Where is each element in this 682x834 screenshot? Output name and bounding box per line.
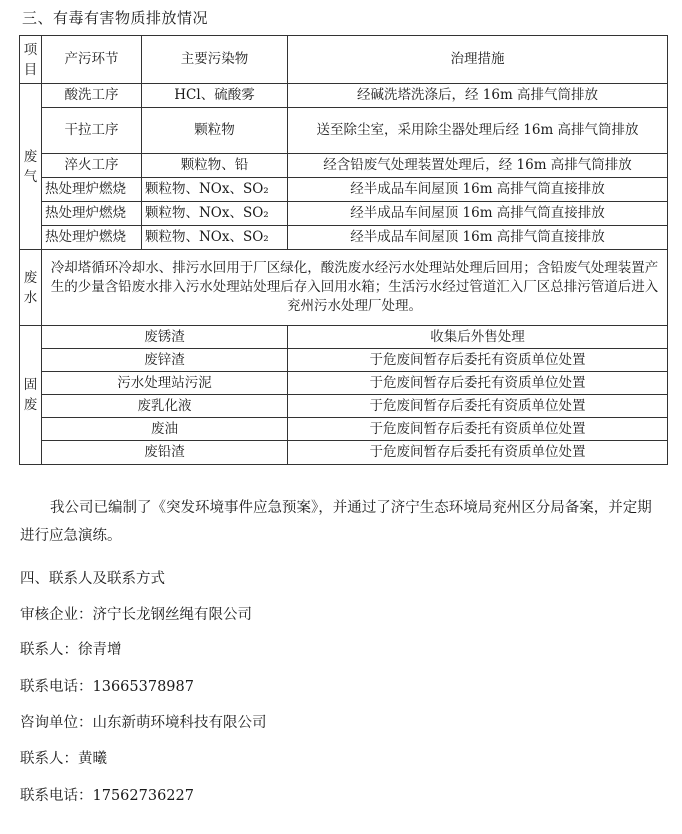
contact-consultant-phone: 联系电话：17562736227	[20, 788, 194, 804]
waste-water-description: 冷却塔循环冷却水、排污水回用于厂区绿化，酸洗废水经污水处理站处理后回用；含铅废气处理装置产生的少量含铅废水排入污水处理站处理后存入回用水箱；生活污水经过管道汇入厂区总排污管道后进入兖州污水处理厂处理。	[42, 250, 668, 326]
measure-cell: 于危废间暂存后委托有资质单位处置	[288, 349, 668, 372]
measure-cell: 经半成品车间屋顶 16m 高排气筒直接排放	[288, 202, 668, 226]
pollutant-cell: 颗粒物、NOx、SO₂	[142, 226, 288, 250]
pollutant-cell: 颗粒物、NOx、SO₂	[142, 178, 288, 202]
header-process: 产污环节	[42, 36, 142, 84]
measure-cell: 送至除尘室，采用除尘器处理后经 16m 高排气筒排放	[288, 108, 668, 154]
measure-cell: 经含铅废气处理装置处理后，经 16m 高排气筒排放	[288, 154, 668, 178]
table-row	[20, 250, 668, 326]
contact-company-person: 联系人：徐青增	[20, 642, 122, 658]
process-cell: 干拉工序	[42, 108, 142, 154]
table-row	[20, 202, 668, 226]
table-row	[20, 372, 668, 395]
table-row	[20, 349, 668, 372]
table-row	[20, 226, 668, 250]
header-item: 项目	[20, 36, 42, 84]
section-3-title: 三、有毒有害物质排放情况	[22, 9, 209, 27]
measure-cell: 于危废间暂存后委托有资质单位处置	[288, 441, 668, 465]
measure-cell: 于危废间暂存后委托有资质单位处置	[288, 372, 668, 395]
contact-company-phone: 联系电话：13665378987	[20, 679, 194, 695]
table-row	[20, 418, 668, 441]
category-solid-waste: 固废	[20, 326, 42, 465]
solid-waste-name: 废铅渣	[42, 441, 288, 465]
table-row	[20, 326, 668, 349]
solid-waste-name: 污水处理站污泥	[42, 372, 288, 395]
contact-consultant: 咨询单位：山东新萌环境科技有限公司	[20, 715, 267, 731]
pollutant-cell: 颗粒物、NOx、SO₂	[142, 202, 288, 226]
pollutant-cell: HCl、硫酸雾	[142, 84, 288, 108]
emergency-plan-paragraph: 我公司已编制了《突发环境事件应急预案》，并通过了济宁生态环境局兖州区分局备案，并定期进行应急演练。	[20, 500, 652, 544]
category-waste-water: 废水	[20, 250, 42, 326]
table-row	[20, 84, 668, 108]
measure-cell: 于危废间暂存后委托有资质单位处置	[288, 418, 668, 441]
process-cell: 热处理炉燃烧	[42, 178, 142, 202]
table-header-row	[20, 36, 668, 84]
measure-cell: 经半成品车间屋顶 16m 高排气筒直接排放	[288, 178, 668, 202]
measure-cell: 收集后外售处理	[288, 326, 668, 349]
solid-waste-name: 废锌渣	[42, 349, 288, 372]
pollutant-cell: 颗粒物、铅	[142, 154, 288, 178]
contact-consultant-person: 联系人：黄曦	[20, 751, 107, 767]
table-row	[20, 441, 668, 465]
solid-waste-name: 废乳化液	[42, 395, 288, 418]
process-cell: 热处理炉燃烧	[42, 202, 142, 226]
process-cell: 淬火工序	[42, 154, 142, 178]
process-cell: 热处理炉燃烧	[42, 226, 142, 250]
table-row	[20, 108, 668, 154]
pollutant-cell: 颗粒物	[142, 108, 288, 154]
header-measure: 治理措施	[288, 36, 668, 84]
measure-cell: 经半成品车间屋顶 16m 高排气筒直接排放	[288, 226, 668, 250]
contact-company: 审核企业：济宁长龙钢丝绳有限公司	[20, 607, 252, 623]
table-row	[20, 154, 668, 178]
measure-cell: 经碱洗塔洗涤后，经 16m 高排气筒排放	[288, 84, 668, 108]
table-row	[20, 395, 668, 418]
emissions-table	[19, 35, 668, 465]
solid-waste-name: 废油	[42, 418, 288, 441]
table-row	[20, 178, 668, 202]
category-waste-gas: 废气	[20, 84, 42, 250]
header-pollutant: 主要污染物	[142, 36, 288, 84]
section-4-title: 四、联系人及联系方式	[20, 571, 165, 587]
solid-waste-name: 废锈渣	[42, 326, 288, 349]
measure-cell: 于危废间暂存后委托有资质单位处置	[288, 395, 668, 418]
process-cell: 酸洗工序	[42, 84, 142, 108]
